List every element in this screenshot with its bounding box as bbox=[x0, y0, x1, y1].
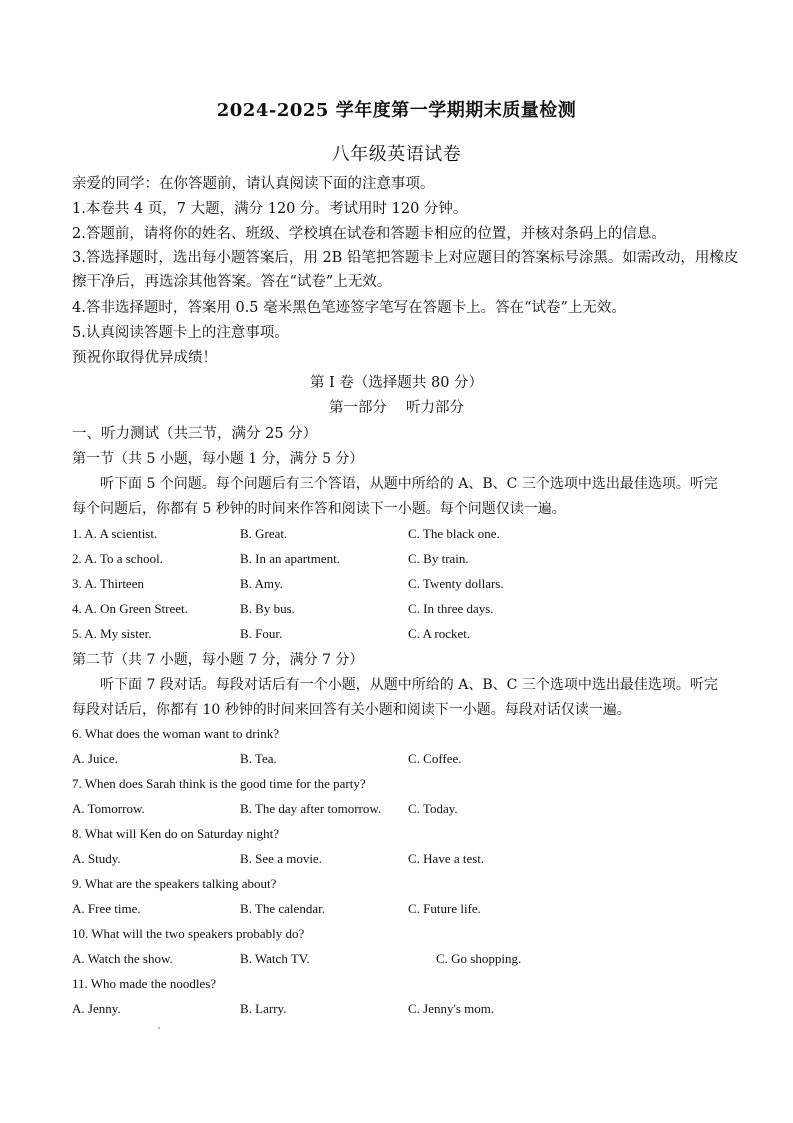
q9-option-a: A. Free time. bbox=[72, 901, 141, 916]
q11-option-b: B. Larry. bbox=[240, 1001, 287, 1016]
q3-option-a: 3. A. Thirteen bbox=[72, 576, 144, 591]
notice-intro: 亲爱的同学：在你答题前，请认真阅读下面的注意事项。 bbox=[72, 176, 435, 192]
q5-option-b: B. Four. bbox=[240, 626, 283, 641]
q11-option-a: A. Jenny. bbox=[72, 1001, 121, 1016]
q10-stem: 10. What will the two speakers probably do? bbox=[72, 926, 305, 941]
q5-option-c: C. A rocket. bbox=[408, 626, 471, 641]
notice-item-1: 1.本卷共 4 页，7 大题，满分 120 分。考试用时 120 分钟。 bbox=[72, 201, 468, 217]
q9-option-b: B. The calendar. bbox=[240, 901, 325, 916]
sec1-instruction: 听下面 5 个问题。每个问题后有三个答语，从题中所给的 A、B、C 三个选项中选出最佳选项。听完每个问题后，你都有 5 秒钟的时间来作答和阅读下一小题。每个问题仅读一遍。 bbox=[72, 476, 718, 517]
q5-option-a: 5. A. My sister. bbox=[72, 626, 152, 641]
q1-option-b: B. Great. bbox=[240, 526, 288, 541]
notice-wish: 预祝你取得优异成绩！ bbox=[72, 350, 217, 366]
q4-option-b: B. By bus. bbox=[240, 601, 295, 616]
q8-stem: 8. What will Ken do on Saturday night? bbox=[72, 826, 280, 841]
q4-option-a: 4. A. On Green Street. bbox=[72, 601, 188, 616]
q10-option-a: A. Watch the show. bbox=[72, 951, 173, 966]
q7-stem: 7. When does Sarah think is the good time for the party? bbox=[72, 776, 366, 791]
notice-item-4: 4.答非选择题时，答案用 0.5 毫米黑色笔迹签字笔写在答题卡上。答在“试卷”上无效。 bbox=[72, 300, 626, 316]
q8-option-a: A. Study. bbox=[72, 851, 121, 866]
notice-item-2: 2.答题前，请将你的姓名、班级、学校填在试卷和答题卡相应的位置，并核对条码上的信息。 bbox=[72, 226, 666, 242]
q10-option-c: C. Go shopping. bbox=[436, 951, 522, 966]
sec1-heading: 第一节（共 5 小题，每小题 1 分，满分 5 分） bbox=[72, 451, 364, 467]
q6-option-c: C. Coffee. bbox=[408, 751, 462, 766]
q3-option-c: C. Twenty dollars. bbox=[408, 576, 504, 591]
q3-option-b: B. Amy. bbox=[240, 576, 283, 591]
notice-item-5: 5.认真阅读答题卡上的注意事项。 bbox=[72, 325, 289, 341]
notice-item-3: 3.答选择题时，选出每小题答案后，用 2B 铅笔把答题卡上对应题目的答案标号涂黑。如需改动，用橡皮擦干净后，再选涂其他答案。答在“试卷”上无效。 bbox=[72, 250, 739, 290]
q6-option-a: A. Juice. bbox=[72, 751, 118, 766]
q11-stem: 11. Who made the noodles? bbox=[72, 976, 217, 991]
q11-option-c: C. Jenny's mom. bbox=[408, 1001, 495, 1016]
q4-option-c: C. In three days. bbox=[408, 601, 494, 616]
q8-option-c: C. Have a test. bbox=[408, 851, 485, 866]
q10-option-b: B. Watch TV. bbox=[240, 951, 310, 966]
q6-option-b: B. Tea. bbox=[240, 751, 277, 766]
q9-stem: 9. What are the speakers talking about? bbox=[72, 876, 277, 891]
q7-option-a: A. Tomorrow. bbox=[72, 801, 145, 816]
part-title: 第一部分 听力部分 bbox=[328, 400, 465, 416]
exam-subtitle: 八年级英语试卷 bbox=[331, 144, 462, 165]
q8-option-b: B. See a movie. bbox=[240, 851, 322, 866]
exam-title: 2024-2025 学年度第一学期期末质量检测 bbox=[216, 100, 577, 121]
q7-option-b: B. The day after tomorrow. bbox=[240, 801, 382, 816]
q1-option-c: C. The black one. bbox=[408, 526, 500, 541]
q2-option-a: 2. A. To a school. bbox=[72, 551, 163, 566]
scan-speck bbox=[158, 1027, 160, 1029]
q2-option-b: B. In an apartment. bbox=[240, 551, 340, 566]
sec2-heading: 第二节（共 7 小题，每小题 7 分，满分 7 分） bbox=[72, 652, 364, 668]
q1-option-a: 1. A. A scientist. bbox=[72, 526, 158, 541]
q9-option-c: C. Future life. bbox=[408, 901, 481, 916]
section-title: 一、听力测试（共三节，满分 25 分） bbox=[72, 426, 318, 442]
q6-stem: 6. What does the woman want to drink? bbox=[72, 726, 279, 741]
volume-title: 第 I 卷（选择题共 80 分） bbox=[309, 375, 484, 391]
q7-option-c: C. Today. bbox=[408, 801, 458, 816]
q2-option-c: C. By train. bbox=[408, 551, 469, 566]
sec2-instruction: 听下面 7 段对话。每段对话后有一个小题，从题中所给的 A、B、C 三个选项中选出最佳选项。听完每段对话后，你都有 10 秒钟的时间来回答有关小题和阅读下一小题。每段对话仅读一遍。 bbox=[72, 677, 718, 718]
